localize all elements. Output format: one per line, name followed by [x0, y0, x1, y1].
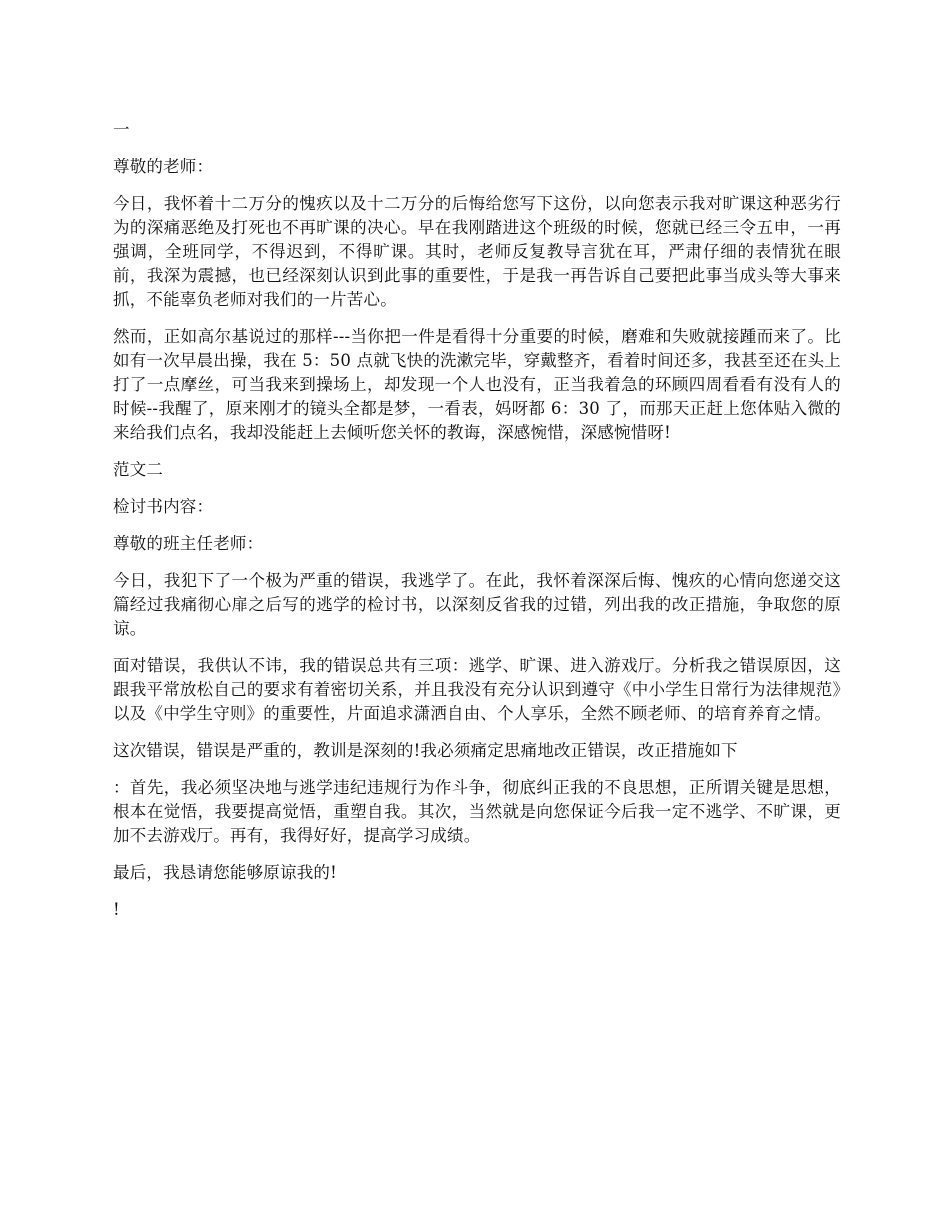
paragraph-body: 这次错误，错误是严重的，教训是深刻的!我必须痛定思痛地改正错误，改正措施如下: [113, 741, 738, 760]
paragraph-salutation: 尊敬的班主任老师：: [113, 534, 264, 553]
paragraph-body: ：首先，我必须坚决地与逃学违纪违规行为作斗争，彻底纠正我的不良思想，正所谓关键是思想，根本在觉悟，我要提高觉悟，重塑自我。其次，当然就是向您保证今后我一定不逃学、不旷课，更加不去游戏厅。再有，我得好好，提高学习成绩。: [113, 778, 841, 845]
paragraph-subtitle: 检讨书内容：: [113, 497, 214, 516]
paragraph-body: 然而，正如高尔基说过的那样---当你把一件是看得十分重要的时候，磨难和失败就接踵而来了。比如有一次早晨出操，我在 5：50 点就飞快的洗漱完毕，穿戴整齐，看着时间还多，我甚至还在头上打了一点摩丝，可当我来到操场上，却发现一个人也没有，正当我着急的环顾四周看看有没有人的时候--我醒了，原来刚才的镜头全都是梦，一看表，妈呀都 6：30 了，而那天正赶上您体贴入微的来给我们点名，我却没能赶上去倾听您关怀的教诲，深感惋惜，深感惋惜呀!: [113, 327, 841, 442]
document-body: [113, 118, 841, 935]
paragraph-section-title: 范文二: [113, 460, 164, 479]
paragraph-end-mark: !: [113, 900, 120, 919]
paragraph-body: 今日，我怀着十二万分的愧疚以及十二万分的后悔给您写下这份，以向您表示我对旷课这种恶劣行为的深痛恶绝及打死也不再旷课的决心。早在我刚踏进这个班级的时候，您就已经三令五申，一再强调，全班同学，不得迟到，不得旷课。其时，老师反复教导言犹在耳，严肃仔细的表情犹在眼前，我深为震撼，也已经深刻认识到此事的重要性，于是我一再告诉自己要把此事当成头等大事来抓，不能辜负老师对我们的一片苦心。: [113, 194, 841, 309]
paragraph-salutation: 尊敬的老师：: [113, 157, 214, 176]
paragraph-body: 今日，我犯下了一个极为严重的错误，我逃学了。在此，我怀着深深后悔、愧疚的心情向您递交这篇经过我痛彻心扉之后写的逃学的检讨书，以深刻反省我的过错，列出我的改正措施，争取您的原谅。: [113, 571, 841, 638]
paragraph-closing: 最后，我恳请您能够原谅我的!: [113, 863, 337, 882]
paragraph-body: 面对错误，我供认不讳，我的错误总共有三项：逃学、旷课、进入游戏厅。分析我之错误原因，这跟我平常放松自己的要求有着密切关系，并且我没有充分认识到遵守《中小学生日常行为法律规范》以及《中学生守则》的重要性，片面追求潇洒自由、个人享乐，全然不顾老师、的培育养育之情。: [113, 656, 841, 723]
paragraph-heading-one: 一: [113, 120, 130, 139]
